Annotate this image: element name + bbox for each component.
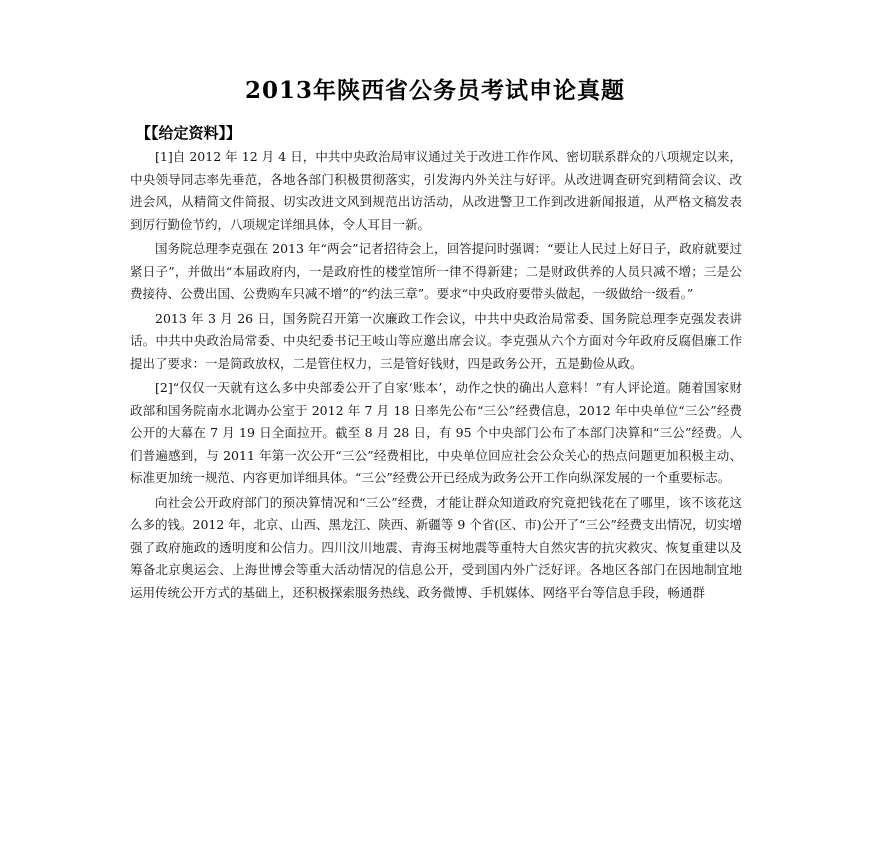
paragraph-4: [2]“仅仅一天就有这么多中央部委公开了自家‘账本’，动作之快的确出人意料！”有人评论道。随着国家财政部和国务院南水北调办公室于 2012 年 7 月 18 日率先公布“三公”经费信息，2012 年中央单位“三公”经费公开的大幕在 7 月 19 日全面拉开。截至 8 月 28 日，有 95 个中央部门公布了本部门决算和“三公”经费。人们普遍感到，与 2011 年第一次公开“三公”经费相比，中央单位回应社会公众关心的热点问题更加积极主动、标准更加统一规范、内容更加详细具体。“三公”经费公开已经成为政务公开工作向纵深发展的一个重要标志。 bbox=[130, 380, 742, 485]
document-body bbox=[130, 146, 742, 606]
paragraph-5: 向社会公开政府部门的预决算情况和“三公”经费，才能让群众知道政府究竟把钱花在了哪里，该不该花这么多的钱。2012 年，北京、山西、黑龙江、陕西、新疆等 9 个省(区、市)公开了“三公”经费支出情况，切实增强了政府施政的透明度和公信力。四川汶川地震、青海玉树地震等重特大自然灾害的抗灾救灾、恢复重建以及筹备北京奥运会、上海世博会等重大活动情况的信息公开，受到国内外广泛好评。各地区各部门在因地制宜地运用传统公开方式的基础上，还积极探索服务热线、政务微博、手机媒体、网络平台等信息手段，畅通群 bbox=[130, 494, 742, 600]
section-heading: 【【给定资料】】 bbox=[136, 124, 242, 142]
document-title: 2013年陕西省公务员考试申论真题 bbox=[244, 77, 625, 104]
paragraph-2: 国务院总理李克强在 2013 年“两会”记者招待会上，回答提问时强调：“要让人民过上好日子，政府就要过紧日子”，并做出“本届政府内，一是政府性的楼堂馆所一律不得新建；二是财政供养的人员只减不增；三是公费接待、公费出国、公费购车只减不增”的“约法三章”。要求“中央政府要带头做起，一级做给一级看。” bbox=[130, 241, 742, 301]
paragraph-1: [1]自 2012 年 12 月 4 日，中共中央政治局审议通过关于改进工作作风、密切联系群众的八项规定以来，中央领导同志率先垂范，各地各部门积极贯彻落实，引发海内外关注与好评。从改进调查研究到精简会议、改进会风，从精简文件简报、切实改进文风到规范出访活动，从改进警卫工作到改进新闻报道，从严格文稿发表到厉行勤俭节约，八项规定详细具体，令人耳目一新。 bbox=[130, 149, 742, 232]
paragraph-3: 2013 年 3 月 26 日，国务院召开第一次廉政工作会议，中共中央政治局常委、国务院总理李克强发表讲话。中共中央政治局常委、中央纪委书记王岐山等应邀出席会议。李克强从六个方面对今年政府反腐倡廉工作提出了要求：一是简政放权，二是管住权力，三是管好钱财，四是政务公开，五是勤俭从政。 bbox=[130, 310, 742, 371]
